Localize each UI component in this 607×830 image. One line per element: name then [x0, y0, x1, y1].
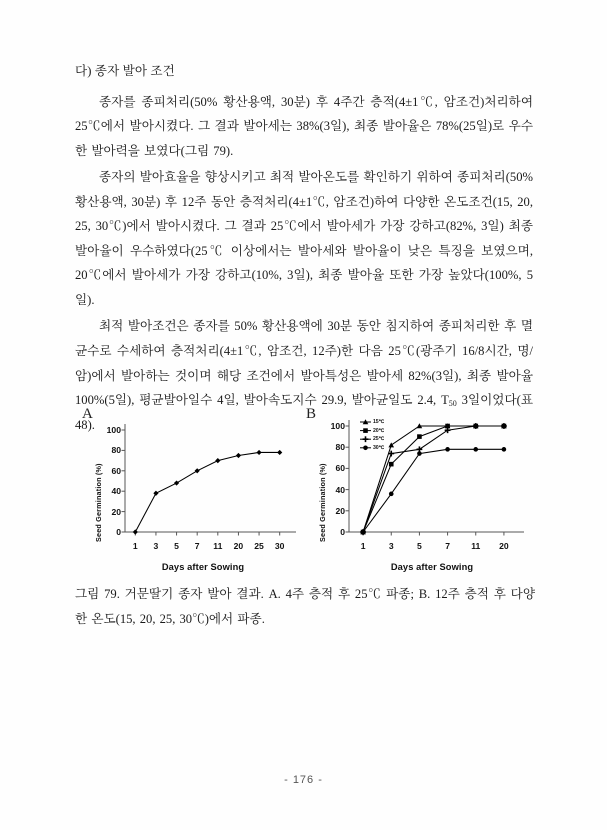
y-tick-label: 20 [111, 506, 121, 517]
legend-item-2: 20℃ [373, 427, 385, 434]
paragraph-3-subscript: 50 [448, 399, 457, 409]
x-tick-label: 5 [417, 541, 422, 551]
section-heading: 다) 종자 발아 조건 [75, 64, 175, 78]
y-tick-label: 0 [340, 527, 345, 537]
paragraph-2: 종자의 발아효율을 향상시키고 최적 발아온도를 확인하기 위하여 종피처리(50% 황산용액, 30분) 후 12주 동안 층적처리(4±1℃, 암조건)하여 다양한 온도조건(15, 20, 25, 30℃)에서 발아시켰다. 그 결과 25℃에서 발아세가 가장 강하고(82%, 3일) 최종 발아율이 우수하였다(25℃ 이상에서는 발아세와 발아율이 낮은 특징을 보였으며, 20℃에서 발아세가 가장 강하고(10%, 3일), 최종 발아율 또한 가장 높았다(100%, 5일). [75, 170, 533, 307]
legend-item-4: 30℃ [373, 444, 385, 451]
panel-b-letter: B [306, 406, 317, 422]
chart-panel-b [304, 402, 538, 580]
figure-79 [78, 402, 538, 580]
panel-a-letter: A [82, 406, 93, 422]
x-tick-label: 1 [360, 541, 366, 551]
x-tick-label: 20 [499, 541, 509, 551]
panel-b-y-axis-label: Seed Germination (%) [318, 463, 327, 542]
y-tick-label: 60 [111, 465, 121, 476]
panel-a-x-axis-label: Days after Sowing [161, 562, 245, 572]
y-tick-label: 80 [111, 445, 121, 456]
document-body [75, 62, 533, 439]
x-tick-label: 20 [233, 541, 244, 551]
x-tick-label: 1 [132, 541, 138, 551]
paragraph-3-main: 최적 발아조건은 종자를 50% 황산용액에 30분 동안 침지하여 종피처리한 후 멸균수로 수세하여 층적처리(4±1℃, 암조건, 12주)한 다음 25℃(광주기 16/8시간, 명/암)에서 발아하는 것이며 해당 조건에서 발아특성은 발아세 82%(3일), 최종 발아율 100%(5일), 평균발아일수 4일, 발아속도지수 29.9, 발아균일도 2.4, T [75, 319, 533, 408]
y-tick-label: 40 [335, 484, 345, 495]
panel-b-x-axis-label: Days after Sowing [390, 562, 474, 572]
y-tick-label: 100 [330, 421, 345, 431]
x-tick-label: 7 [194, 541, 200, 551]
y-tick-label: 100 [106, 425, 121, 435]
y-tick-label: 80 [335, 442, 345, 453]
y-tick-label: 40 [111, 486, 121, 497]
x-tick-label: 5 [174, 541, 179, 551]
figure-caption: 그림 79. 거문딸기 종자 발아 결과. A. 4주 층적 후 25℃ 파종; B. 12주 층적 후 다양한 온도(15, 20, 25, 30℃)에서 파종. [75, 587, 535, 626]
x-tick-label: 3 [153, 541, 159, 551]
x-tick-label: 11 [471, 541, 481, 551]
x-tick-label: 7 [445, 541, 450, 551]
page-number: - 176 - [284, 774, 323, 786]
chart-panel-a [78, 402, 306, 580]
legend-item-1: 15℃ [373, 419, 385, 425]
paragraph-3-tail: 3일이었다(표 48). [75, 393, 534, 432]
x-tick-label: 11 [213, 541, 223, 551]
y-tick-label: 20 [335, 505, 345, 516]
x-tick-label: 30 [274, 541, 285, 551]
legend-item-3: 25℃ [373, 436, 385, 443]
y-tick-label: 0 [116, 527, 121, 537]
paragraph-1: 종자를 종피처리(50% 황산용액, 30분) 후 4주간 층적(4±1℃, 암조건)처리하여 25℃에서 발아시켰다. 그 결과 발아세는 38%(3일), 최종 발아율은 78%(25일)로 우수한 발아력을 보였다(그림 79). [75, 94, 533, 158]
x-tick-label: 25 [254, 541, 264, 551]
y-tick-label: 60 [335, 463, 345, 474]
panel-a-y-axis-label: Seed Germination (%) [94, 463, 103, 542]
x-tick-label: 3 [388, 541, 394, 551]
